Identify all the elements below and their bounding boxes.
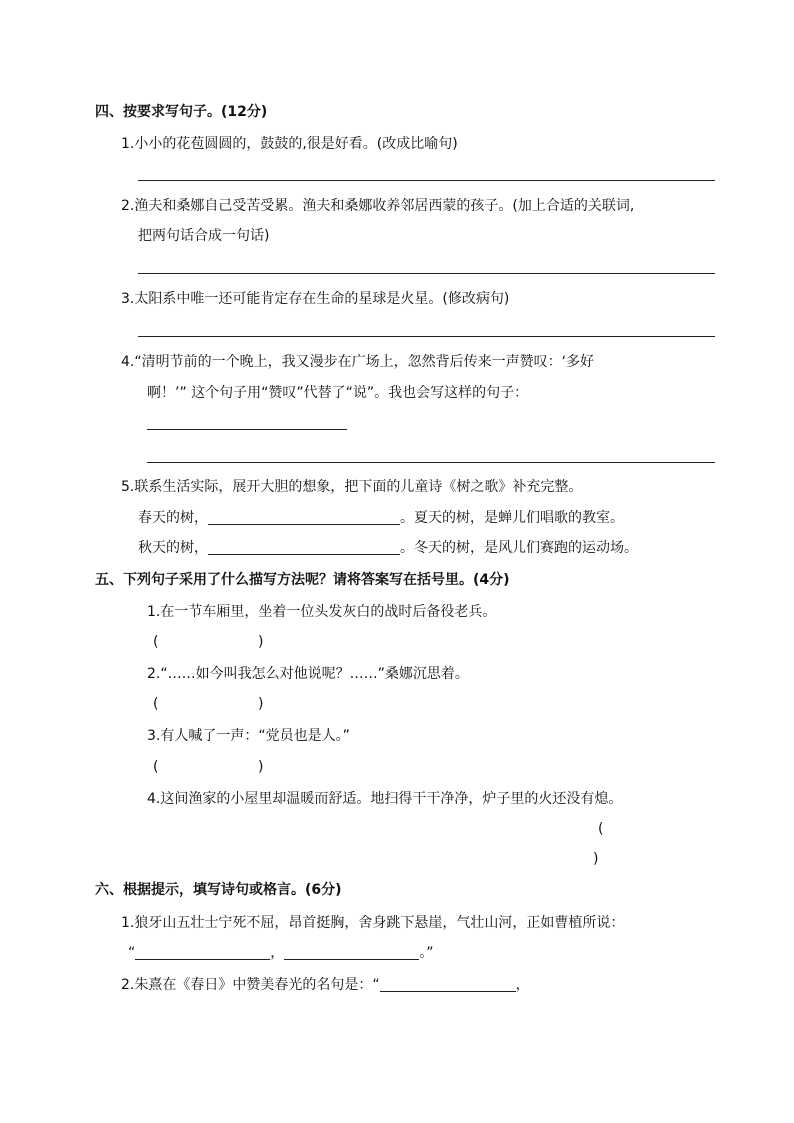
s4-question-2-line2: 把两句话合成一句话) <box>138 228 270 244</box>
s5-q1-open-paren: ( <box>153 634 159 650</box>
s4-q4-answer-line-short[interactable] <box>147 429 347 430</box>
s6-q1-comma: ， <box>270 945 285 961</box>
s4-q5-spring-suffix: 。夏天的树，是蝉儿们唱歌的教室。 <box>400 510 624 526</box>
s5-q4-open-paren: ( <box>598 821 604 837</box>
s5-question-1: 1.在一节车厢里，坐着一位头发灰白的战时后备役老兵。 <box>147 604 497 620</box>
s4-q5-autumn-prefix: 秋天的树， <box>138 540 208 556</box>
s6-question-1: 1.狼牙山五壮士宁死不屈，昂首挺胸，舍身跳下悬崖，气壮山河，正如曹植所说： <box>121 915 625 931</box>
s4-q3-answer-line[interactable] <box>138 336 715 337</box>
s6-q2-row <box>121 976 530 994</box>
s6-q1-answer-row <box>128 944 434 962</box>
s4-q5-spring-prefix: 春天的树， <box>138 510 208 526</box>
s4-question-5: 5.联系生活实际，展开大胆的想象，把下面的儿童诗《树之歌》补充完整。 <box>121 479 583 495</box>
s4-q5-spring-row <box>138 509 624 527</box>
section4-heading: 四、按要求写句子。(12分) <box>95 104 268 120</box>
s5-q3-open-paren: ( <box>153 759 159 775</box>
s4-q5-autumn-row <box>138 539 638 557</box>
s6-q1-close: 。” <box>419 945 434 961</box>
s6-q1-blank-2[interactable] <box>284 945 419 960</box>
section5-heading: 五、下列句子采用了什么描写方法呢？请将答案写在括号里。(4分) <box>95 572 510 588</box>
s5-q3-close-paren: ) <box>258 759 264 775</box>
s6-q2-blank[interactable] <box>380 977 516 992</box>
s4-question-4-line1: 4.“清明节前的一个晚上，我又漫步在广场上，忽然背后传来一声赞叹：‘多好 <box>121 354 595 370</box>
s4-question-1: 1.小小的花苞圆圆的，鼓鼓的,很是好看。(改成比喻句) <box>121 136 458 152</box>
section6-heading: 六、根据提示，填写诗句或格言。(6分) <box>95 882 342 898</box>
s6-q2-suffix: ， <box>515 977 530 993</box>
s5-q4-close-paren: ) <box>593 851 599 867</box>
s4-q4-answer-line[interactable] <box>147 462 715 463</box>
s4-question-4-line2: 啊！’” 这个句子用“赞叹”代替了“说”。我也会写这样的句子： <box>147 385 529 401</box>
s5-question-3: 3.有人喊了一声：“党员也是人。” <box>147 728 350 744</box>
s6-q1-open-quote: “ <box>128 945 136 961</box>
s6-q1-blank-1[interactable] <box>135 945 270 960</box>
s5-question-2: 2.“……如今叫我怎么对他说呢？……”桑娜沉思着。 <box>147 666 469 682</box>
s4-q1-answer-line[interactable] <box>138 180 715 181</box>
s6-q2-prefix: 2.朱熹在《春日》中赞美春光的名句是：“ <box>121 977 380 993</box>
s5-q2-close-paren: ) <box>258 696 264 712</box>
s4-q5-autumn-suffix: 。冬天的树，是风儿们赛跑的运动场。 <box>400 540 638 556</box>
s4-q2-answer-line[interactable] <box>138 273 715 274</box>
s5-question-4: 4.这间渔家的小屋里却温暖而舒适。地扫得干干净净，炉子里的火还没有熄。 <box>147 791 623 807</box>
s4-q5-autumn-blank[interactable] <box>208 540 400 555</box>
s4-q5-spring-blank[interactable] <box>208 510 400 525</box>
s5-q1-close-paren: ) <box>258 634 264 650</box>
s4-question-2-line1: 2.渔夫和桑娜自己受苦受累。渔夫和桑娜收养邻居西蒙的孩子。(加上合适的关联词, <box>121 198 635 214</box>
s5-q2-open-paren: ( <box>153 696 159 712</box>
s4-question-3: 3.太阳系中唯一还可能肯定存在生命的星球是火星。(修改病句) <box>121 291 510 307</box>
